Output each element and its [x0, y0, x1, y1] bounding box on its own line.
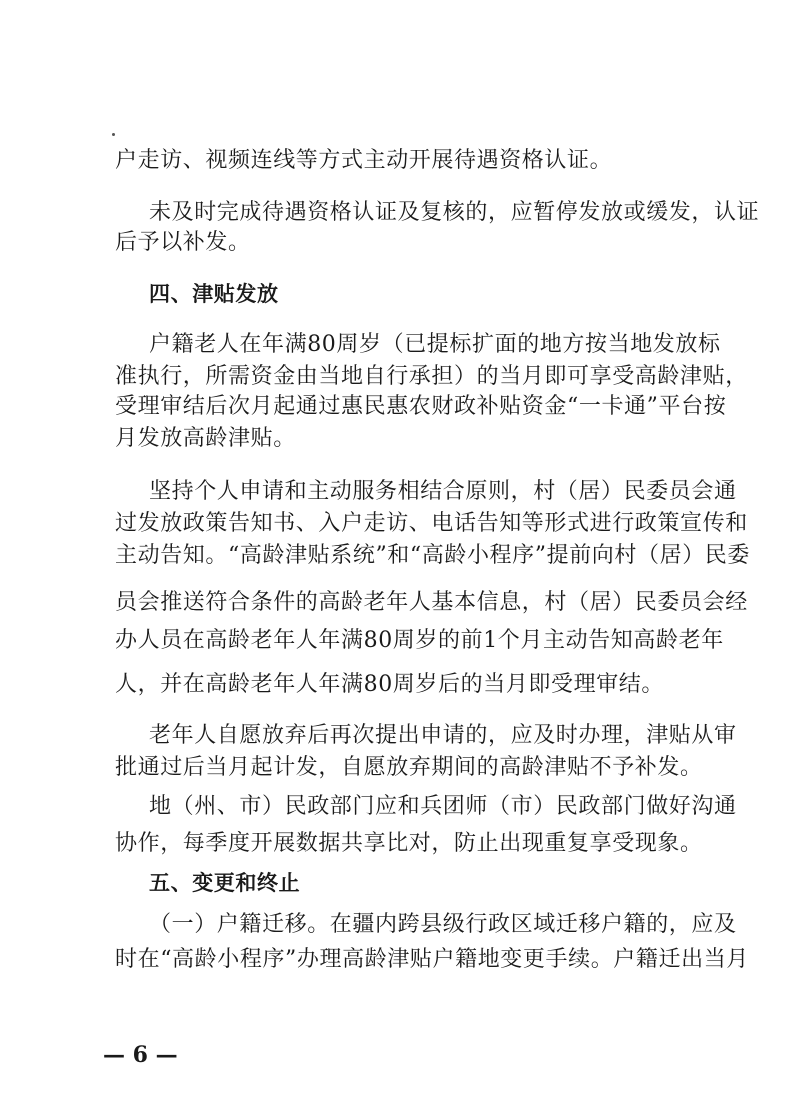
- text-line-18: 协作，每季度开展数据共享比对，防止出现重复享受现象。: [115, 831, 703, 856]
- text-line-15: 老年人自愿放弃后再次提出申请的，应及时办理，津贴从审: [149, 723, 737, 748]
- text-line-16: 批通过后当月起计发，自愿放弃期间的高龄津贴不予补发。: [115, 755, 703, 780]
- text-line-20: （一）户籍迁移。在疆内跨县级行政区域迁移户籍的，应及: [149, 912, 737, 937]
- text-line-8: 月发放高龄津贴。: [115, 426, 296, 451]
- text-line-1: 户走访、视频连线等方式主动开展待遇资格认证。: [115, 148, 613, 173]
- text-line-21: 时在“高龄小程序”办理高龄津贴户籍地变更手续。户籍迁出当月: [115, 947, 749, 972]
- section-heading-5: 五、变更和终止: [149, 871, 301, 895]
- text-line-5: 户籍老人在年满80周岁（已提标扩面的地方按当地发放标: [149, 332, 721, 357]
- text-line-10: 过发放政策告知书、入户走访、电话告知等形式进行政策宣传和: [115, 511, 748, 536]
- text-line-14: 人，并在高龄老年人年满80周岁后的当月即受理审结。: [115, 672, 664, 697]
- text-line-9: 坚持个人申请和主动服务相结合原则，村（居）民委员会通: [149, 479, 737, 504]
- text-line-2: 未及时完成待遇资格认证及复核的，应暂停发放或缓发，认证: [149, 200, 760, 225]
- text-line-6: 准执行，所需资金由当地自行承担）的当月即可享受高龄津贴，: [115, 364, 748, 389]
- text-line-7: 受理审结后次月起通过惠民惠农财政补贴资金“一卡通”平台按: [115, 394, 727, 419]
- text-line-11: 主动告知。“高龄津贴系统”和“高龄小程序”提前向村（居）民委: [115, 543, 750, 568]
- page-number: — 6 —: [103, 1042, 178, 1068]
- scan-speck: [112, 133, 115, 136]
- section-heading-4: 四、津贴发放: [149, 282, 279, 306]
- text-line-17: 地（州、市）民政部门应和兵团师（市）民政部门做好沟通: [149, 794, 737, 819]
- text-line-3: 后予以补发。: [115, 230, 251, 255]
- text-line-12: 员会推送符合条件的高龄老年人基本信息，村（居）民委员会经: [115, 590, 748, 615]
- text-line-13: 办人员在高龄老年人年满80周岁的前1个月主动告知高龄老年: [115, 628, 724, 653]
